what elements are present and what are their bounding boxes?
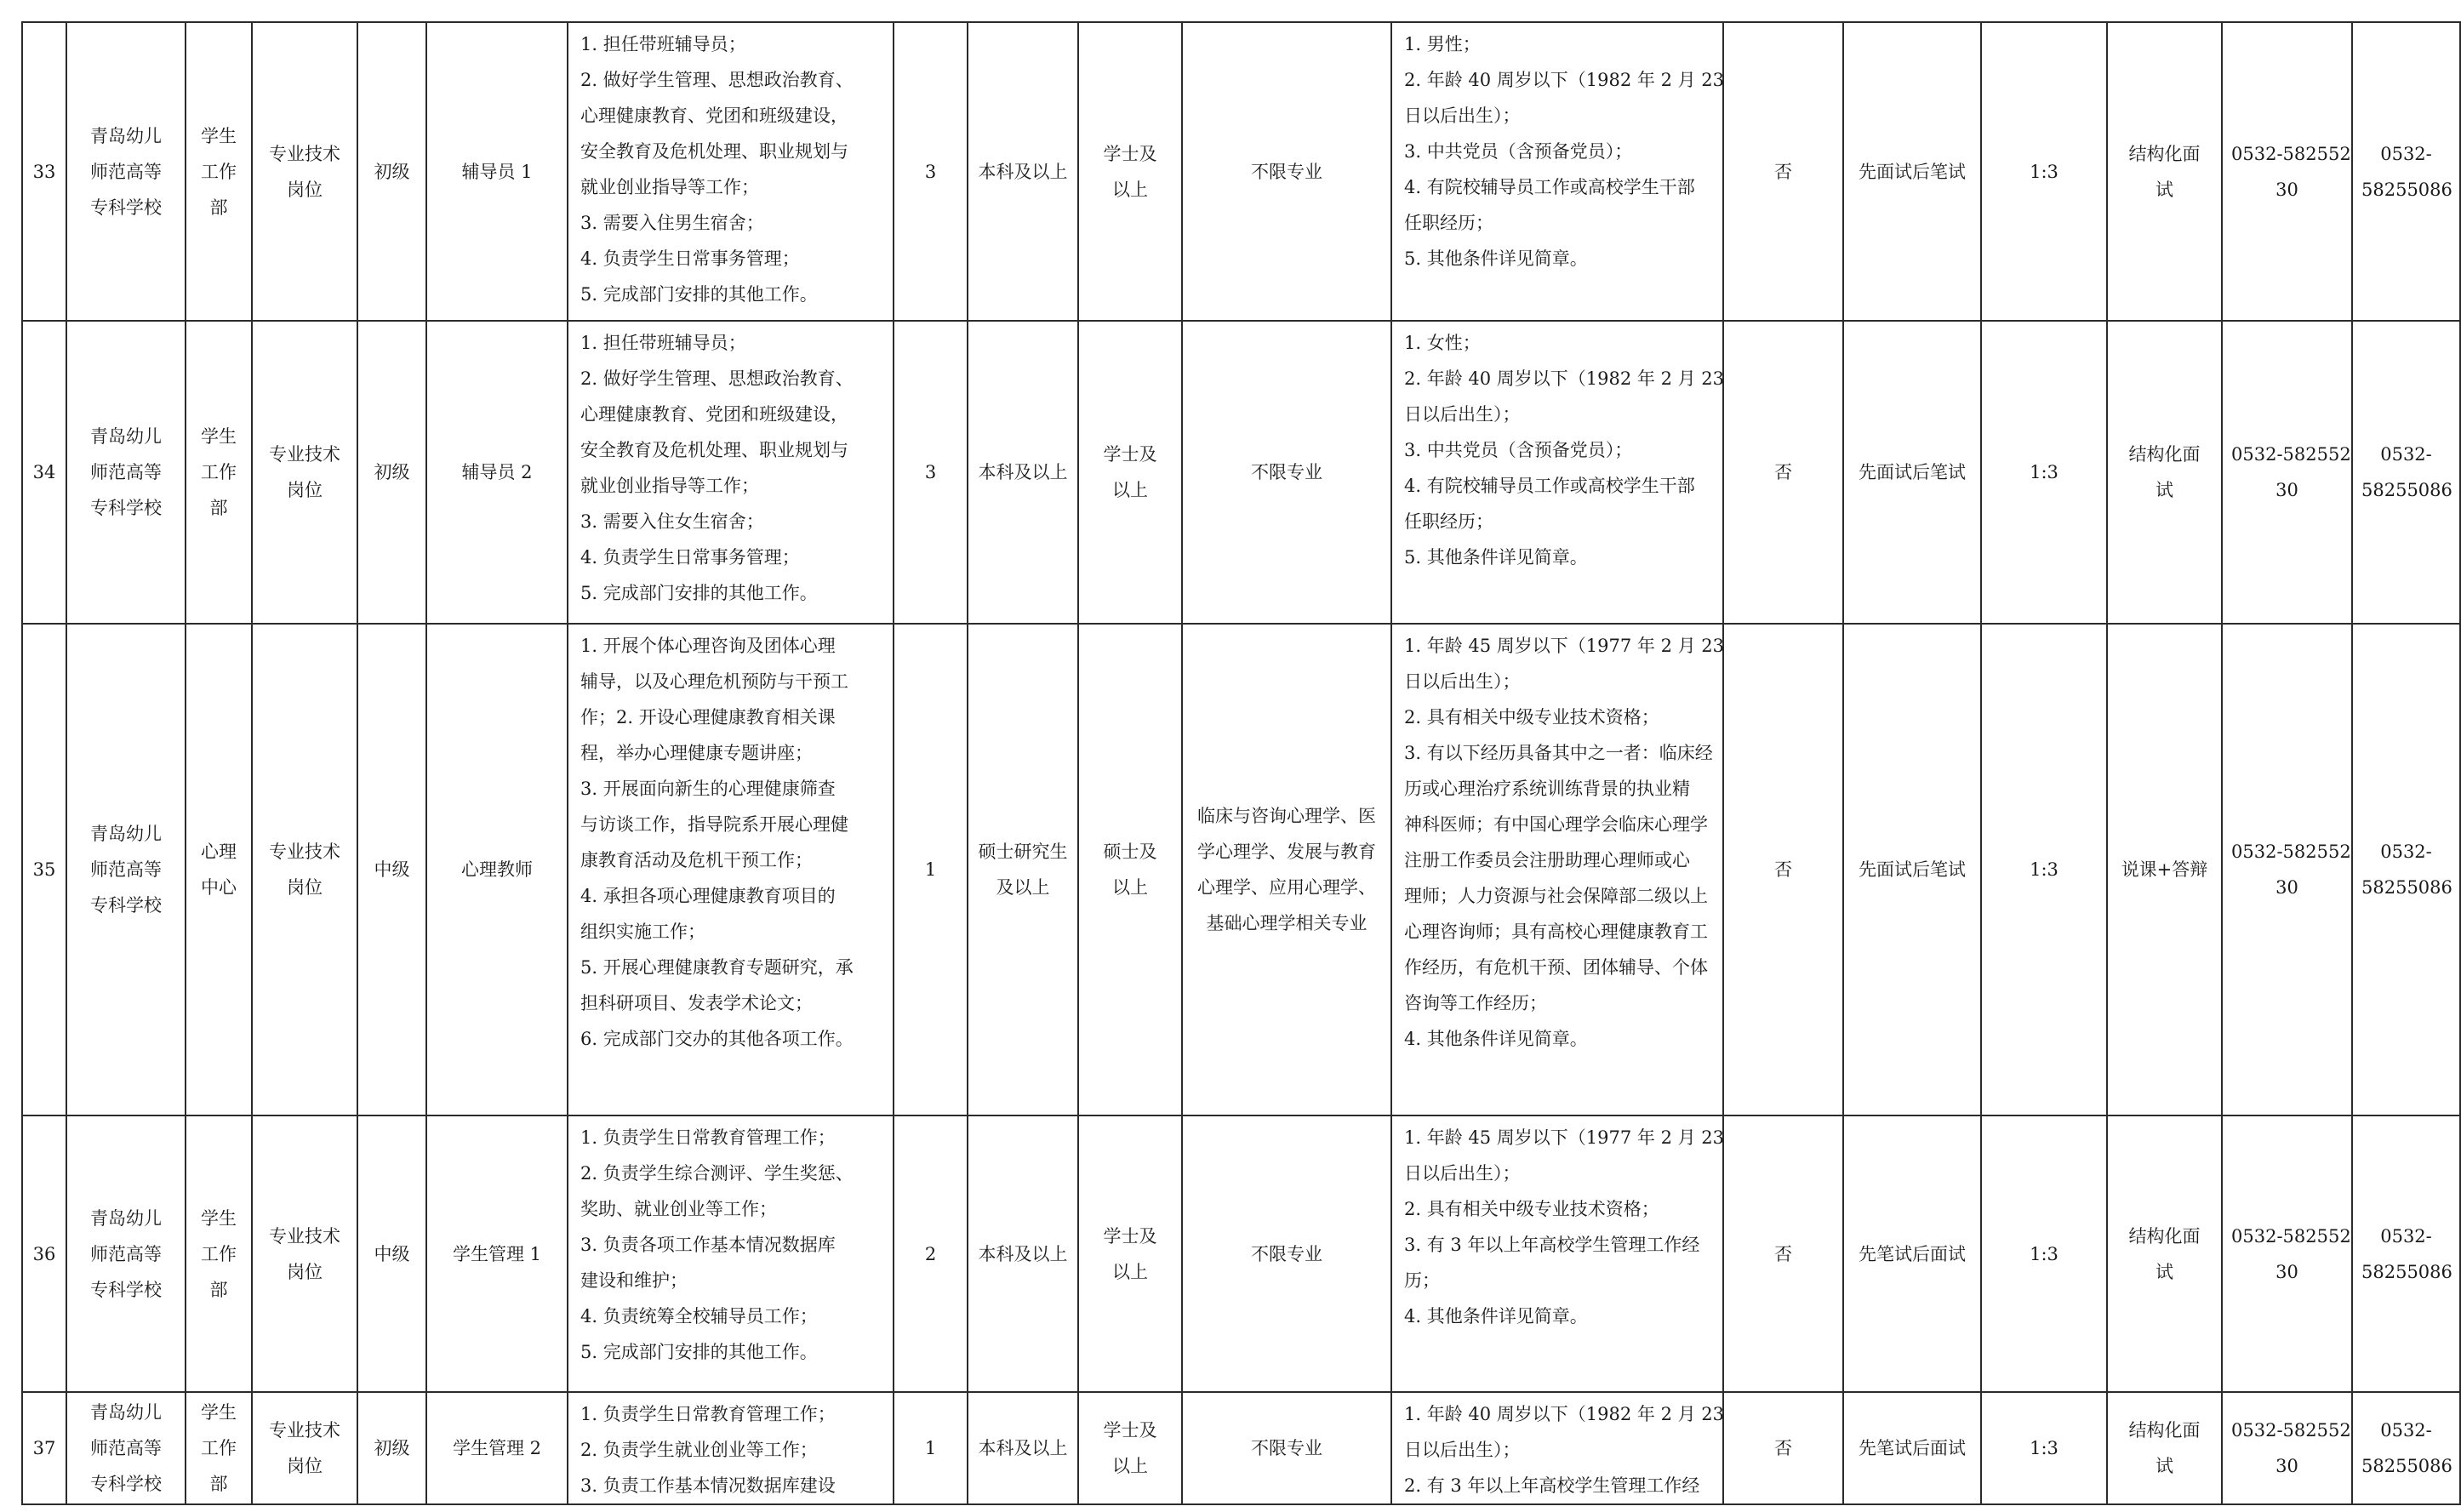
cell-line: 5. 完成部门安排的其他工作。 <box>580 1342 818 1362</box>
cell-major <box>1182 1392 1391 1504</box>
cell-post-type <box>252 624 357 1115</box>
cell-flag: 否 <box>1723 22 1843 321</box>
cell-education <box>968 22 1078 321</box>
cell-line: 4. 有院校辅导员工作或高校学生干部 <box>1404 476 1695 496</box>
cell-number: 34 <box>22 321 66 624</box>
cell-line: 岗位 <box>287 1456 323 1476</box>
cell-line: 3. 中共党员（含预备党员）； <box>1404 141 1633 162</box>
cell-level: 初级 <box>357 1392 426 1504</box>
cell-line: 2. 负责学生就业创业等工作； <box>580 1440 818 1460</box>
cell-requirements <box>1391 321 1723 624</box>
cell-line: 1. 年龄 40 周岁以下（1982 年 2 月 23 <box>1404 1404 1725 1424</box>
cell-line: 硕士及 <box>1103 842 1157 862</box>
cell-headcount: 2 <box>894 1115 968 1392</box>
cell-line: 师范高等 <box>90 161 162 182</box>
cell-line: 心理 <box>201 842 237 862</box>
cell-line: 0532- <box>2380 143 2432 164</box>
recruitment-table <box>21 21 2461 1505</box>
cell-line: 本科及以上 <box>978 161 1068 182</box>
cell-line: 2. 年龄 40 周岁以下（1982 年 2 月 23 <box>1404 70 1725 90</box>
cell-line: 以上 <box>1112 179 1148 200</box>
cell-line: 师范高等 <box>90 1243 162 1264</box>
cell-duties <box>568 22 894 321</box>
cell-line: 注册工作委员会注册助理心理师或心 <box>1404 850 1690 870</box>
cell-line: 说课+答辩 <box>2121 859 2208 880</box>
cell-line: 1. 负责学生日常教育管理工作； <box>580 1404 836 1424</box>
cell-line: 0532- <box>2380 1420 2432 1441</box>
cell-post-type <box>252 1392 357 1504</box>
cell-line: 学士及 <box>1103 1225 1157 1247</box>
cell-line: 辅导，以及心理危机预防与干预工 <box>580 671 848 692</box>
cell-line: 部 <box>209 1279 228 1300</box>
cell-line: 30 <box>2275 480 2298 500</box>
cell-line: 专业技术 <box>269 143 340 164</box>
cell-line: 5. 其他条件详见简章。 <box>1404 248 1588 269</box>
cell-level: 中级 <box>357 624 426 1115</box>
cell-unit <box>66 1115 186 1392</box>
cell-line: 以上 <box>1112 877 1148 898</box>
cell-post-name: 辅导员 1 <box>426 22 568 321</box>
cell-unit <box>66 1392 186 1504</box>
cell-line: 4. 其他条件详见简章。 <box>1404 1306 1588 1327</box>
cell-line: 30 <box>2275 1456 2298 1476</box>
cell-line: 工作 <box>201 161 237 182</box>
cell-phone-consult <box>2222 321 2352 624</box>
cell-line: 2. 具有相关中级专业技术资格； <box>1404 1199 1659 1219</box>
cell-line: 部 <box>209 197 228 218</box>
cell-major <box>1182 321 1391 624</box>
cell-line: 2. 年龄 40 周岁以下（1982 年 2 月 23 <box>1404 368 1725 389</box>
cell-line: 专科学校 <box>90 1474 162 1494</box>
cell-line: 4. 有院校辅导员工作或高校学生干部 <box>1404 177 1695 197</box>
cell-unit <box>66 22 186 321</box>
cell-post-name: 辅导员 2 <box>426 321 568 624</box>
cell-phone-consult <box>2222 1115 2352 1392</box>
cell-line: 3. 有以下经历具备其中之一者：临床经 <box>1404 743 1713 763</box>
cell-post-name: 学生管理 2 <box>426 1392 568 1504</box>
cell-line: 4. 其他条件详见简章。 <box>1404 1029 1588 1049</box>
cell-line: 日以后出生）； <box>1404 1440 1521 1460</box>
cell-line: 岗位 <box>287 877 323 898</box>
cell-line: 5. 完成部门安排的其他工作。 <box>580 583 818 603</box>
cell-line: 青岛幼儿 <box>90 1402 162 1423</box>
cell-education <box>968 1392 1078 1504</box>
cell-line: 神科医师；有中国心理学会临床心理学 <box>1404 814 1708 835</box>
cell-line: 4. 负责统筹全校辅导员工作； <box>580 1306 818 1327</box>
cell-post-type <box>252 1115 357 1392</box>
cell-line: 以上 <box>1112 1456 1148 1476</box>
cell-line: 4. 负责学生日常事务管理； <box>580 248 800 269</box>
cell-line: 5. 其他条件详见简章。 <box>1404 547 1588 568</box>
cell-line: 0532-582552 <box>2231 143 2351 164</box>
cell-line: 3. 中共党员（含预备党员）； <box>1404 440 1633 460</box>
cell-major <box>1182 22 1391 321</box>
cell-line: 不限专业 <box>1251 462 1322 482</box>
cell-line: 58255086 <box>2361 179 2452 200</box>
cell-line: 程，举办心理健康专题讲座； <box>580 743 813 763</box>
table-row <box>22 22 2460 321</box>
cell-number: 37 <box>22 1392 66 1504</box>
cell-degree <box>1078 1115 1182 1392</box>
cell-line: 0532- <box>2380 842 2432 862</box>
cell-line: 6. 完成部门交办的其他各项工作。 <box>580 1029 854 1049</box>
cell-line: 0532-582552 <box>2231 1225 2351 1247</box>
cell-degree <box>1078 624 1182 1115</box>
cell-ratio: 1:3 <box>1981 1392 2107 1504</box>
cell-department <box>186 1392 252 1504</box>
cell-line: 岗位 <box>287 1261 323 1282</box>
cell-line: 作；2. 开设心理健康教育相关课 <box>580 707 836 727</box>
cell-post-name: 心理教师 <box>426 624 568 1115</box>
cell-number: 36 <box>22 1115 66 1392</box>
cell-line: 安全教育及危机处理、职业规划与 <box>580 141 848 162</box>
cell-number: 33 <box>22 22 66 321</box>
cell-line: 咨询等工作经历； <box>1404 993 1547 1013</box>
cell-line: 1. 负责学生日常教育管理工作； <box>580 1127 836 1148</box>
cell-line: 本科及以上 <box>978 1438 1068 1458</box>
cell-degree <box>1078 321 1182 624</box>
cell-department <box>186 624 252 1115</box>
cell-line: 结构化面 <box>2128 444 2201 465</box>
cell-line: 专业技术 <box>269 842 340 862</box>
cell-line: 专科学校 <box>90 498 162 518</box>
cell-line: 1. 年龄 45 周岁以下（1977 年 2 月 23 <box>1404 1127 1725 1148</box>
cell-line: 1. 年龄 45 周岁以下（1977 年 2 月 23 <box>1404 636 1725 656</box>
cell-level: 初级 <box>357 22 426 321</box>
cell-line: 5. 完成部门安排的其他工作。 <box>580 284 818 305</box>
cell-line: 心理咨询师；具有高校心理健康教育工 <box>1404 921 1708 942</box>
cell-line: 心理健康教育、党团和班级建设， <box>580 106 848 126</box>
cell-line: 不限专业 <box>1251 1438 1322 1458</box>
cell-line: 30 <box>2275 179 2298 200</box>
cell-line: 工作 <box>201 462 237 482</box>
cell-line: 以上 <box>1112 480 1148 500</box>
cell-line: 0532-582552 <box>2231 1420 2351 1441</box>
cell-line: 试 <box>2156 179 2173 200</box>
cell-line: 日以后出生）； <box>1404 671 1521 692</box>
cell-education <box>968 1115 1078 1392</box>
cell-line: 历或心理治疗系统训练背景的执业精 <box>1404 779 1690 799</box>
cell-phone-supervise <box>2352 1115 2460 1392</box>
cell-major <box>1182 624 1391 1115</box>
cell-line: 2. 具有相关中级专业技术资格； <box>1404 707 1659 727</box>
cell-line: 心理健康教育、党团和班级建设， <box>580 404 848 425</box>
cell-post-type <box>252 22 357 321</box>
cell-line: 与访谈工作，指导院系开展心理健 <box>580 814 848 835</box>
cell-phone-supervise <box>2352 321 2460 624</box>
cell-line: 任职经历； <box>1404 213 1493 233</box>
cell-line: 工作 <box>201 1243 237 1264</box>
cell-line: 就业创业指导等工作； <box>580 177 759 197</box>
cell-line: 专科学校 <box>90 1279 162 1300</box>
cell-interview-method <box>2107 321 2222 624</box>
cell-requirements <box>1391 22 1723 321</box>
cell-line: 就业创业指导等工作； <box>580 476 759 496</box>
cell-line: 学士及 <box>1103 143 1157 164</box>
cell-line: 2. 做好学生管理、思想政治教育、 <box>580 368 854 389</box>
cell-line: 部 <box>209 1474 228 1494</box>
cell-department <box>186 321 252 624</box>
cell-line: 工作 <box>201 1438 237 1458</box>
table-row <box>22 1392 2460 1504</box>
cell-line: 58255086 <box>2361 480 2452 500</box>
cell-exam-order: 先面试后笔试 <box>1843 22 1981 321</box>
cell-line: 不限专业 <box>1251 1243 1322 1264</box>
cell-interview-method <box>2107 1392 2222 1504</box>
cell-line: 5. 开展心理健康教育专题研究，承 <box>580 957 854 978</box>
cell-line: 岗位 <box>287 480 323 500</box>
cell-flag: 否 <box>1723 1392 1843 1504</box>
cell-exam-order: 先面试后笔试 <box>1843 624 1981 1115</box>
cell-line: 及以上 <box>996 877 1050 898</box>
cell-line: 0532- <box>2380 1225 2432 1247</box>
cell-interview-method <box>2107 1115 2222 1392</box>
cell-duties <box>568 624 894 1115</box>
cell-flag: 否 <box>1723 321 1843 624</box>
cell-line: 硕士研究生 <box>978 842 1068 862</box>
cell-line: 3. 有 3 年以上年高校学生管理工作经 <box>1404 1235 1700 1255</box>
cell-ratio: 1:3 <box>1981 321 2107 624</box>
cell-line: 3. 负责各项工作基本情况数据库 <box>580 1235 836 1255</box>
cell-number: 35 <box>22 624 66 1115</box>
cell-exam-order: 先面试后笔试 <box>1843 321 1981 624</box>
cell-duties <box>568 321 894 624</box>
cell-education <box>968 624 1078 1115</box>
cell-line: 3. 需要入住男生宿舍； <box>580 213 764 233</box>
cell-phone-supervise <box>2352 1392 2460 1504</box>
cell-exam-order: 先笔试后面试 <box>1843 1392 1981 1504</box>
cell-line: 3. 开展面向新生的心理健康筛查 <box>580 779 836 799</box>
cell-ratio: 1:3 <box>1981 1115 2107 1392</box>
cell-line: 基础心理学相关专业 <box>1206 913 1368 933</box>
cell-line: 学士及 <box>1103 1420 1157 1441</box>
table-row <box>22 1115 2460 1392</box>
cell-post-name: 学生管理 1 <box>426 1115 568 1392</box>
cell-phone-supervise <box>2352 22 2460 321</box>
cell-line: 青岛幼儿 <box>90 824 162 844</box>
cell-line: 2. 负责学生综合测评、学生奖惩、 <box>580 1163 854 1184</box>
cell-line: 临床与咨询心理学、医 <box>1197 806 1376 826</box>
cell-line: 4. 承担各项心理健康教育项目的 <box>580 886 836 906</box>
cell-line: 青岛幼儿 <box>90 1207 162 1229</box>
cell-line: 0532- <box>2380 444 2432 465</box>
cell-line: 部 <box>209 498 228 518</box>
cell-line: 1. 女性； <box>1404 333 1481 353</box>
cell-phone-supervise <box>2352 624 2460 1115</box>
cell-headcount: 1 <box>894 1392 968 1504</box>
cell-interview-method <box>2107 22 2222 321</box>
cell-ratio: 1:3 <box>1981 22 2107 321</box>
cell-phone-consult <box>2222 22 2352 321</box>
cell-line: 3. 负责工作基本情况数据库建设 <box>580 1475 836 1496</box>
cell-line: 本科及以上 <box>978 462 1068 482</box>
cell-line: 结构化面 <box>2128 143 2201 164</box>
cell-line: 建设和维护； <box>580 1270 688 1291</box>
cell-line: 30 <box>2275 1261 2298 1282</box>
cell-line: 康教育活动及危机干预工作； <box>580 850 813 870</box>
cell-line: 1. 男性； <box>1404 34 1481 54</box>
cell-line: 师范高等 <box>90 1438 162 1458</box>
cell-phone-consult <box>2222 1392 2352 1504</box>
cell-line: 中心 <box>201 877 237 898</box>
cell-department <box>186 1115 252 1392</box>
cell-line: 理师；人力资源与社会保障部二级以上 <box>1404 886 1708 906</box>
cell-headcount: 3 <box>894 321 968 624</box>
cell-line: 1. 开展个体心理咨询及团体心理 <box>580 636 836 656</box>
cell-line: 2. 有 3 年以上年高校学生管理工作经 <box>1404 1475 1700 1496</box>
table-row <box>22 321 2460 624</box>
cell-line: 日以后出生）； <box>1404 106 1521 126</box>
cell-line: 本科及以上 <box>978 1243 1068 1264</box>
cell-education <box>968 321 1078 624</box>
cell-line: 心理学、应用心理学、 <box>1197 877 1376 898</box>
cell-line: 专科学校 <box>90 895 162 916</box>
cell-level: 中级 <box>357 1115 426 1392</box>
cell-line: 不限专业 <box>1251 161 1322 182</box>
cell-degree <box>1078 1392 1182 1504</box>
cell-line: 岗位 <box>287 179 323 200</box>
cell-unit <box>66 624 186 1115</box>
cell-line: 师范高等 <box>90 462 162 482</box>
cell-duties <box>568 1115 894 1392</box>
cell-major <box>1182 1115 1391 1392</box>
cell-line: 专科学校 <box>90 197 162 218</box>
cell-degree <box>1078 22 1182 321</box>
cell-line: 2. 做好学生管理、思想政治教育、 <box>580 70 854 90</box>
cell-line: 30 <box>2275 877 2298 898</box>
cell-line: 58255086 <box>2361 1456 2452 1476</box>
cell-ratio: 1:3 <box>1981 624 2107 1115</box>
cell-line: 4. 负责学生日常事务管理； <box>580 547 800 568</box>
cell-line: 担科研项目、发表学术论文； <box>580 993 813 1013</box>
cell-line: 任职经历； <box>1404 511 1493 532</box>
cell-line: 师范高等 <box>90 859 162 880</box>
cell-line: 1. 担任带班辅导员； <box>580 34 746 54</box>
cell-headcount: 1 <box>894 624 968 1115</box>
cell-line: 3. 需要入住女生宿舍； <box>580 511 764 532</box>
cell-line: 结构化面 <box>2128 1420 2201 1441</box>
cell-line: 学生 <box>201 125 237 146</box>
cell-line: 学士及 <box>1103 444 1157 465</box>
cell-interview-method <box>2107 624 2222 1115</box>
cell-line: 试 <box>2156 1456 2173 1476</box>
cell-line: 日以后出生）； <box>1404 1163 1521 1184</box>
cell-headcount: 3 <box>894 22 968 321</box>
cell-line: 以上 <box>1112 1261 1148 1282</box>
cell-line: 组织实施工作； <box>580 921 705 942</box>
cell-line: 专业技术 <box>269 1420 340 1441</box>
cell-phone-consult <box>2222 624 2352 1115</box>
cell-requirements <box>1391 624 1723 1115</box>
cell-line: 0532-582552 <box>2231 444 2351 465</box>
cell-line: 学生 <box>201 426 237 447</box>
cell-line: 58255086 <box>2361 1261 2452 1282</box>
cell-flag: 否 <box>1723 624 1843 1115</box>
cell-line: 专业技术 <box>269 444 340 465</box>
cell-line: 1. 担任带班辅导员； <box>580 333 746 353</box>
cell-level: 初级 <box>357 321 426 624</box>
cell-post-type <box>252 321 357 624</box>
cell-line: 试 <box>2156 480 2173 500</box>
cell-line: 作经历，有危机干预、团体辅导、个体 <box>1404 957 1708 978</box>
cell-department <box>186 22 252 321</box>
cell-line: 青岛幼儿 <box>90 426 162 447</box>
cell-unit <box>66 321 186 624</box>
cell-line: 学生 <box>201 1207 237 1229</box>
cell-line: 学心理学、发展与教育 <box>1197 842 1376 862</box>
table-row <box>22 624 2460 1115</box>
cell-line: 历； <box>1404 1270 1440 1291</box>
cell-line: 日以后出生）； <box>1404 404 1521 425</box>
cell-line: 试 <box>2156 1261 2173 1282</box>
cell-requirements <box>1391 1392 1723 1504</box>
cell-line: 安全教育及危机处理、职业规划与 <box>580 440 848 460</box>
cell-line: 58255086 <box>2361 877 2452 898</box>
cell-line: 青岛幼儿 <box>90 125 162 146</box>
cell-duties <box>568 1392 894 1504</box>
cell-line: 专业技术 <box>269 1225 340 1247</box>
cell-exam-order: 先笔试后面试 <box>1843 1115 1981 1392</box>
cell-flag: 否 <box>1723 1115 1843 1392</box>
cell-line: 0532-582552 <box>2231 842 2351 862</box>
cell-requirements <box>1391 1115 1723 1392</box>
cell-line: 学生 <box>201 1402 237 1423</box>
cell-line: 结构化面 <box>2128 1225 2201 1247</box>
cell-line: 奖助、就业创业等工作； <box>580 1199 777 1219</box>
